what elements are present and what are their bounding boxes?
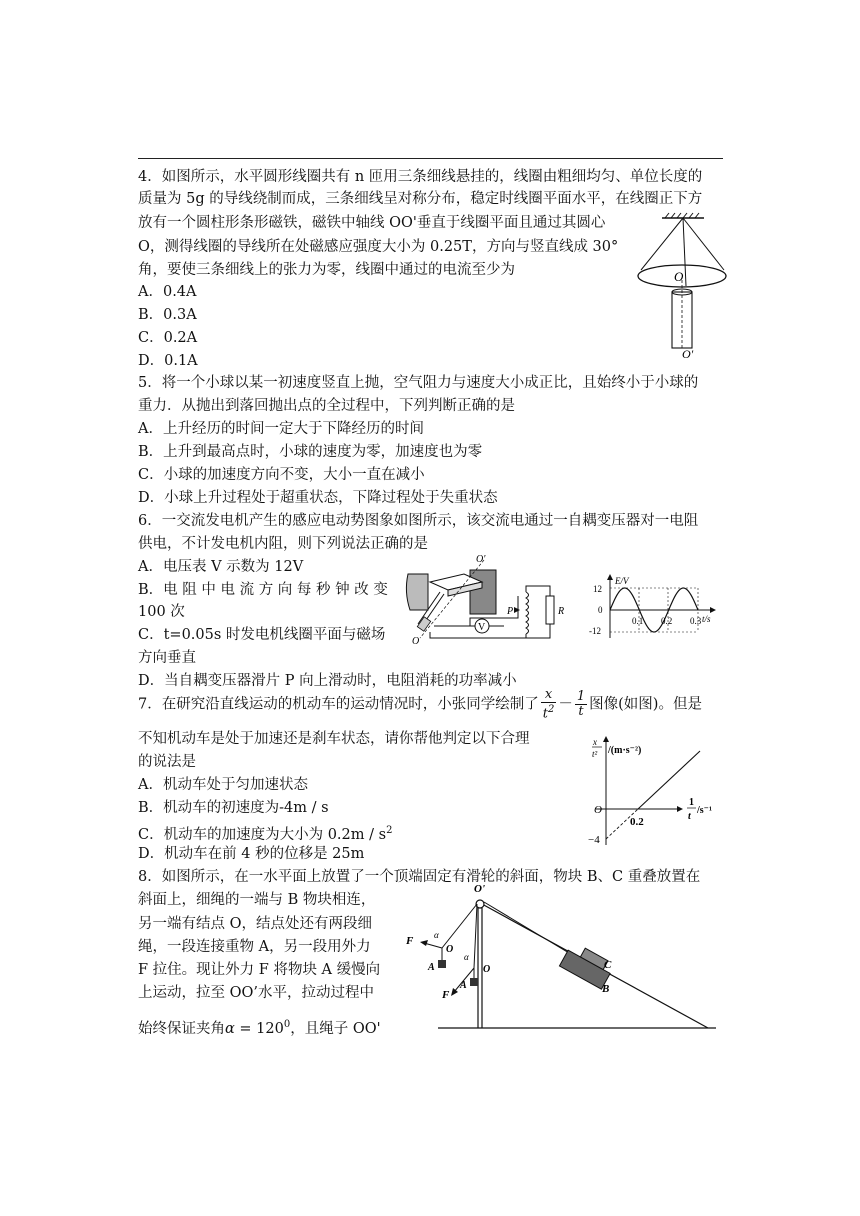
q7-fraction-1-over-t [575, 690, 587, 719]
q7-option-c-text: C．机动车的加速度为大小为 0.2m / s [138, 826, 387, 843]
q6-graph-y-min: -12 [589, 626, 601, 636]
q6-graph-y-max: 12 [593, 584, 602, 594]
q8-eq: = 120 [234, 1020, 284, 1037]
q8-block-b-label: B [602, 983, 610, 995]
q4-line-4: O，测得线圈的导线所在处磁感应强度大小为 0.25T，方向与竖直线成 30° [138, 239, 619, 255]
q7-graph-x-frac-den: t [688, 811, 691, 822]
q6-line-2: 供电，不计发电机内阻，则下列说法正确的是 [138, 536, 428, 552]
q6-axis-bottom-label: O [412, 636, 420, 647]
q8-knot-2-label: O [483, 964, 491, 975]
q8-force-f-left-label: F [406, 935, 414, 947]
q8-weight-a-1-label: A [428, 962, 435, 973]
q6-graph-y-label: E/V [615, 576, 629, 586]
q6-emf-graph [588, 572, 720, 642]
q8-line-5: F 拉住。现让外力 F 将物块 A 缓慢向 [138, 962, 381, 978]
q8-knot-1-label: O [446, 944, 454, 955]
q4-line-2: 质量为 5g 的导线绕制而成，三条细线呈对称分布，稳定时线圈平面水平，在线圈正下方 [138, 191, 703, 207]
q6-slider-label: P [507, 606, 514, 617]
q8-pulley-label: O' [474, 883, 485, 895]
q7-option-d: D．机动车在前 4 秒的位移是 25m [138, 846, 365, 862]
q7-graph-y-frac-num: x [593, 737, 597, 747]
q5-line-2: 重力．从抛出到落回抛出点的全过程中，下列判断正确的是 [138, 398, 515, 414]
q7-option-b: B．机动车的初速度为-4m / s [138, 800, 329, 816]
q4-option-d: D．0.1A [138, 353, 198, 369]
q7-line-1-post: 图像(如图)。但是 [589, 696, 702, 713]
q7-line-3: 的说法是 [138, 754, 196, 770]
q7-line-2: 不知机动车是处于加速还是刹车状态，请你帮他判定以下合理 [138, 731, 530, 747]
q5-option-d: D．小球上升过程处于超重状态，下降过程处于失重状态 [138, 490, 498, 506]
q4-option-b: B．0.3A [138, 307, 197, 323]
q6-generator-circuit-figure [400, 552, 580, 648]
q4-option-c: C．0.2A [138, 330, 198, 346]
q7-graph-y-tick: −4 [588, 834, 600, 846]
q8-alpha-2-label: α [464, 952, 469, 962]
q8-block-c-label: C [604, 959, 612, 971]
q8-weight-a-2-label: A [460, 980, 467, 991]
q8-line-7-pre: 始终保证夹角 [138, 1020, 225, 1037]
q6-graph-x-unit: t/s [702, 614, 711, 624]
q6-option-b-2: 100 次 [138, 604, 185, 620]
q7-fraction-x-over-t2 [541, 688, 557, 721]
q7-graph-y-unit: /(m·s⁻²) [608, 745, 642, 756]
q4-coil-magnet-figure [628, 210, 728, 365]
q4-line-5: 角，要使三条细线上的张力为零，线圈中通过的电流至少为 [138, 262, 515, 278]
q7-graph-y-frac-den: t² [592, 749, 598, 759]
q8-alpha: α [225, 1020, 235, 1037]
q4-option-a: A．0.4A [138, 284, 197, 300]
q6-option-d: D．当自耦变压器滑片 P 向上滑动时，电阻消耗的功率减小 [138, 673, 517, 689]
q7-dash: － [558, 696, 573, 713]
q8-line-7 [138, 1014, 381, 1040]
q5-option-a: A．上升经历的时间一定大于下降经历的时间 [138, 421, 424, 437]
q6-option-a: A．电压表 V 示数为 12V [138, 559, 304, 575]
q4-center-label: O [674, 269, 684, 284]
q8-line-1: 8．如图所示，在一水平面上放置了一个顶端固定有滑轮的斜面，物块 B、C 重叠放置在 [138, 869, 701, 885]
q7-line-1 [138, 688, 702, 721]
q5-option-b: B．上升到最高点时，小球的速度为零，加速度也为零 [138, 444, 483, 460]
q8-line-7-post: ，且绳子 OO' [290, 1020, 381, 1037]
q5-line-1: 5．将一个小球以某一初速度竖直上抛，空气阻力与速度大小成正比，且始终小于小球的 [138, 375, 699, 391]
q7-option-c [138, 820, 392, 846]
q7-graph-x-frac-num: 1 [689, 797, 694, 808]
top-rule [138, 158, 723, 159]
q8-line-2: 斜面上，细绳的一端与 B 物块相连， [138, 892, 376, 908]
q8-incline-figure [398, 868, 722, 1032]
q6-axis-top-label: O' [476, 554, 486, 565]
q7-option-a: A．机动车处于匀加速状态 [138, 777, 308, 793]
q7-graph-x-unit: /s⁻¹ [697, 805, 712, 816]
q6-graph-origin: 0 [598, 605, 603, 615]
q7-frac2-den: t [578, 704, 584, 720]
q4-line-3: 放有一个圆柱形条形磁铁，磁铁中轴线 OO'垂直于线圈平面且通过其圆心 [138, 215, 606, 231]
q7-frac1-num: x [541, 688, 557, 703]
q4-line-1: 4．如图所示，水平圆形线圈共有 n 匝用三条细线悬挂的，线圈由粗细均匀、单位长度的 [138, 169, 703, 185]
q7-frac2-num: 1 [576, 689, 586, 705]
q6-graph-x2: 0.2 [661, 616, 673, 626]
q6-graph-x3: 0.3 [690, 616, 702, 626]
q7-line-1-pre: 7．在研究沿直线运动的机动车的运动情况时，小张同学绘制了 [138, 696, 539, 713]
q7-option-c-sup: 2 [386, 825, 393, 836]
q6-line-1: 6．一交流发电机产生的感应电动势图象如图所示，该交流电通过一自耦变压器对一电阻 [138, 513, 699, 529]
q7-frac1-den-sup: 2 [547, 704, 555, 715]
q4-bottom-label: O' [682, 347, 694, 361]
q7-frac1-den [541, 703, 557, 721]
q7-graph-origin: O [594, 804, 602, 816]
q8-line-3: 另一端有结点 O，结点处还有两段细 [138, 916, 372, 932]
q6-option-c-1: C．t=0.05s 时发电机线圈平面与磁场 [138, 627, 386, 643]
q8-alpha-1-label: α [434, 930, 439, 940]
q8-force-f-lower-label: F [442, 989, 450, 1001]
q7-frac1-den-base: t [542, 706, 548, 722]
q6-option-c-2: 方向垂直 [138, 650, 196, 666]
q6-option-b-1: B．电 阻 中 电 流 方 向 每 秒 钟 改 变 [138, 582, 388, 598]
q8-degree-sup: 0 [283, 1019, 291, 1030]
q7-graph [582, 733, 722, 851]
q8-line-6: 上运动，拉至 OO’水平，拉动过程中 [138, 985, 374, 1001]
q5-option-c: C．小球的加速度方向不变，大小一直在减小 [138, 467, 425, 483]
q6-voltmeter-label: V [478, 622, 486, 633]
q6-resistor-label: R [558, 606, 565, 617]
q8-line-4: 绳，一段连接重物 A，另一段用外力 [138, 939, 371, 955]
q6-graph-x1: 0.1 [632, 616, 644, 626]
q7-graph-x-tick: 0.2 [630, 816, 644, 828]
